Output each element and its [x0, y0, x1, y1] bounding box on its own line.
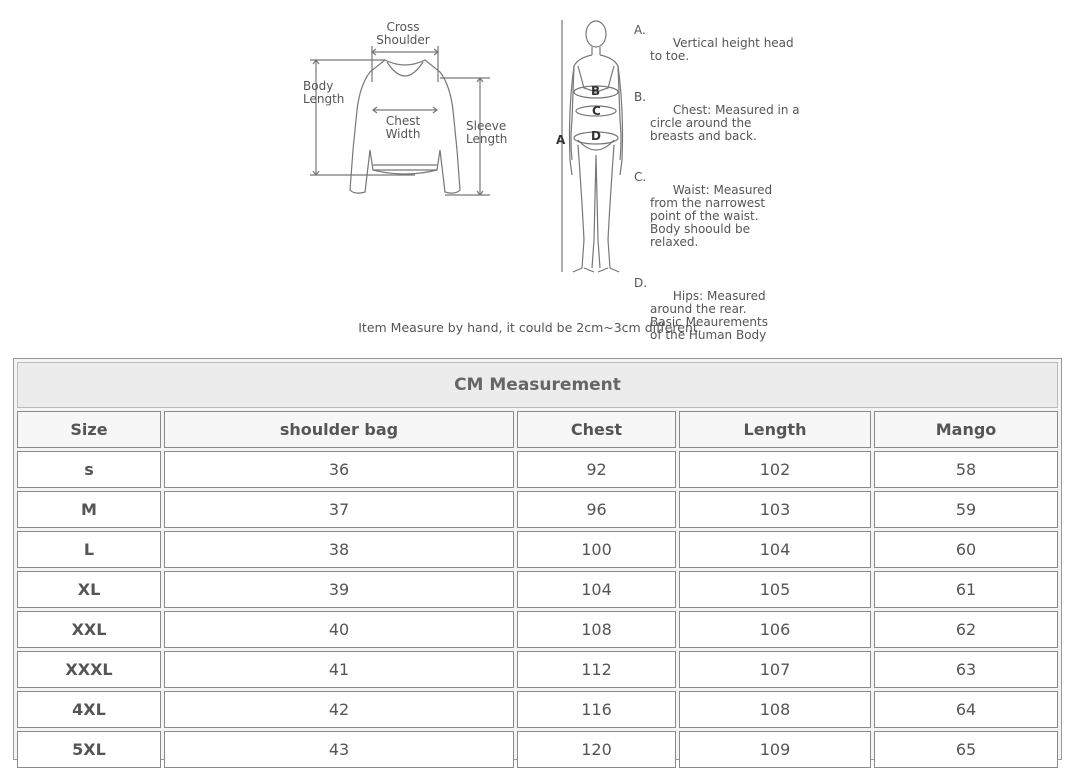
legend-text: Vertical height head to toe. — [650, 36, 794, 63]
value-cell: 63 — [874, 651, 1058, 688]
value-cell: 92 — [517, 451, 676, 488]
size-cell: XXXL — [17, 651, 161, 688]
size-cell: 4XL — [17, 691, 161, 728]
value-cell: 37 — [164, 491, 514, 528]
value-cell: 60 — [874, 531, 1058, 568]
size-cell: L — [17, 531, 161, 568]
legend-letter: B. — [634, 90, 647, 104]
measurement-diagram — [0, 0, 1078, 345]
value-cell: 100 — [517, 531, 676, 568]
value-cell: 64 — [874, 691, 1058, 728]
table-row — [17, 731, 1058, 768]
chest-width-label: Chest Width — [385, 114, 421, 141]
table-row — [17, 611, 1058, 648]
value-cell: 42 — [164, 691, 514, 728]
table-row — [17, 451, 1058, 488]
value-cell: 104 — [679, 531, 871, 568]
column-header-length: Length — [679, 411, 871, 448]
value-cell: 61 — [874, 571, 1058, 608]
legend-item-b — [634, 90, 800, 156]
size-chart — [13, 358, 1062, 760]
body-length-label: Body Length — [303, 79, 345, 106]
legend-letter: A. — [634, 23, 646, 37]
size-cell: s — [17, 451, 161, 488]
legend-item-c — [634, 171, 784, 262]
size-cell: 5XL — [17, 731, 161, 768]
table-title: CM Measurement — [17, 362, 1058, 408]
value-cell: 40 — [164, 611, 514, 648]
value-cell: 120 — [517, 731, 676, 768]
value-cell: 105 — [679, 571, 871, 608]
value-cell: 109 — [679, 731, 871, 768]
value-cell: 104 — [517, 571, 676, 608]
column-header-mango: Mango — [874, 411, 1058, 448]
value-cell: 108 — [517, 611, 676, 648]
size-cell: XXL — [17, 611, 161, 648]
value-cell: 65 — [874, 731, 1058, 768]
legend-item-d — [634, 277, 784, 355]
value-cell: 102 — [679, 451, 871, 488]
legend-letter: C. — [634, 170, 647, 184]
value-cell: 96 — [517, 491, 676, 528]
cross-shoulder-label: Cross Shoulder — [376, 20, 430, 47]
value-cell: 108 — [679, 691, 871, 728]
value-cell: 112 — [517, 651, 676, 688]
table-title-row — [17, 362, 1058, 408]
legend-letter: D. — [634, 276, 648, 290]
value-cell: 59 — [874, 491, 1058, 528]
sleeve-length-label: Sleeve Length — [466, 119, 508, 146]
size-cell: XL — [17, 571, 161, 608]
column-header-chest: Chest — [517, 411, 676, 448]
marker-c: C — [592, 104, 601, 118]
value-cell: 41 — [164, 651, 514, 688]
legend-text: Waist: Measured from the narrowest point of the waist. Body shoould be relaxed. — [650, 183, 773, 249]
value-cell: 107 — [679, 651, 871, 688]
column-header-size: Size — [17, 411, 161, 448]
table-row — [17, 691, 1058, 728]
table-row — [17, 571, 1058, 608]
value-cell: 36 — [164, 451, 514, 488]
value-cell: 39 — [164, 571, 514, 608]
size-table — [14, 359, 1061, 771]
value-cell: 103 — [679, 491, 871, 528]
value-cell: 58 — [874, 451, 1058, 488]
table-row — [17, 531, 1058, 568]
value-cell: 43 — [164, 731, 514, 768]
legend-text: Hips: Measured around the rear. Basic Meaurements of the Human Body — [650, 289, 768, 342]
column-header-shoulder-bag: shoulder bag — [164, 411, 514, 448]
marker-b: B — [591, 84, 601, 98]
value-cell: 116 — [517, 691, 676, 728]
legend-item-a — [634, 23, 794, 76]
value-cell: 62 — [874, 611, 1058, 648]
marker-d: D — [591, 129, 601, 143]
value-cell: 106 — [679, 611, 871, 648]
table-header-row — [17, 411, 1058, 448]
value-cell: 38 — [164, 531, 514, 568]
measurement-legend — [634, 23, 800, 370]
table-row — [17, 491, 1058, 528]
size-cell: M — [17, 491, 161, 528]
marker-a: A — [556, 133, 566, 147]
legend-text: Chest: Measured in a circle around the breasts and back. — [650, 103, 800, 143]
measure-note: Item Measure by hand, it could be 2cm~3cm different. — [358, 320, 702, 335]
table-row — [17, 651, 1058, 688]
